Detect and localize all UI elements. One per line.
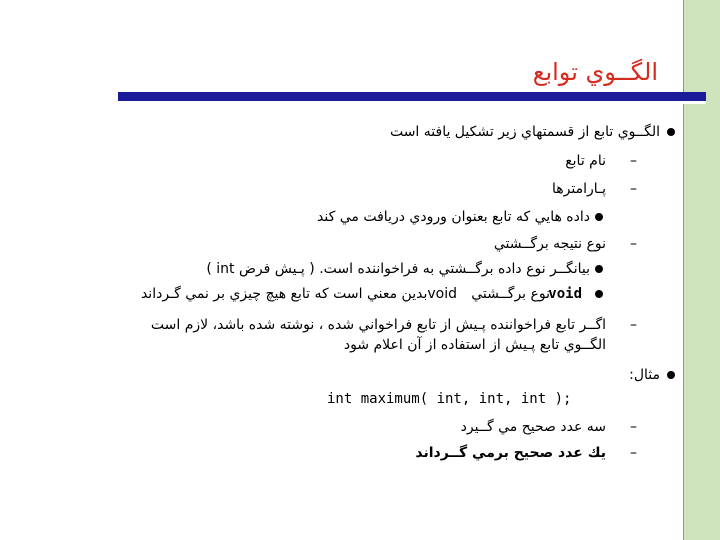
bullet-5 bbox=[667, 371, 675, 379]
bullet-3 bbox=[595, 265, 603, 273]
sub-text-params: پـارامترها bbox=[551, 181, 606, 197]
side-bar bbox=[683, 0, 720, 540]
void-keyword: void bbox=[548, 286, 582, 302]
bullet-4 bbox=[595, 290, 603, 298]
sub-text-returns: يك عدد صحيح برمي گــرداند bbox=[415, 445, 606, 461]
slide-title: الگــوي توابع bbox=[532, 58, 658, 86]
dash-3: – bbox=[630, 236, 637, 252]
sub-text-prototype-2: الگــوي تابع پـيش از استفاده از آن اعلام شود bbox=[343, 337, 606, 353]
sub-sub-text-void: voidبدين معني است كه تابع هيچ چيزي بر نمي گـرداند bbox=[140, 286, 457, 302]
dash-1: – bbox=[630, 153, 637, 169]
dash-4: – bbox=[630, 317, 637, 333]
code-example: int maximum( int, int, int ); bbox=[327, 391, 572, 407]
bullet-2 bbox=[595, 213, 603, 221]
sub-text-prototype-1: اگــر تابع فراخواننده پـيش از تابع فراخواني شده ، نوشته شده باشد، لازم است bbox=[150, 317, 606, 333]
sub-sub-text-void-mid: نوع برگــشتي bbox=[471, 286, 550, 302]
sub-sub-text-return-desc: بيانگــر نوع داده برگــشتي به فراخواننده است. ( پـيش فرض int ) bbox=[206, 261, 590, 277]
dash-6: – bbox=[630, 445, 637, 461]
title-rule-bevel bbox=[118, 101, 706, 104]
sub-sub-text-params: داده هايي كه تابع بعنوان ورودي دريافت مي كند bbox=[317, 209, 590, 225]
title-rule bbox=[118, 92, 706, 101]
bullet-text-1: الگــوي تابع از قسمتهاي زير تشكيل يافته است bbox=[389, 124, 660, 140]
bullet-1 bbox=[667, 128, 675, 136]
example-label: مثال: bbox=[629, 367, 660, 383]
dash-5: – bbox=[630, 419, 637, 435]
sub-text-return: نوع نتيجه برگــشتي bbox=[493, 236, 606, 252]
dash-2: – bbox=[630, 181, 637, 197]
sub-text-takes: سه عدد صحيح مي گــيرد bbox=[460, 419, 606, 435]
side-divider bbox=[683, 0, 684, 540]
sub-text-name: نام تابع bbox=[565, 153, 606, 169]
